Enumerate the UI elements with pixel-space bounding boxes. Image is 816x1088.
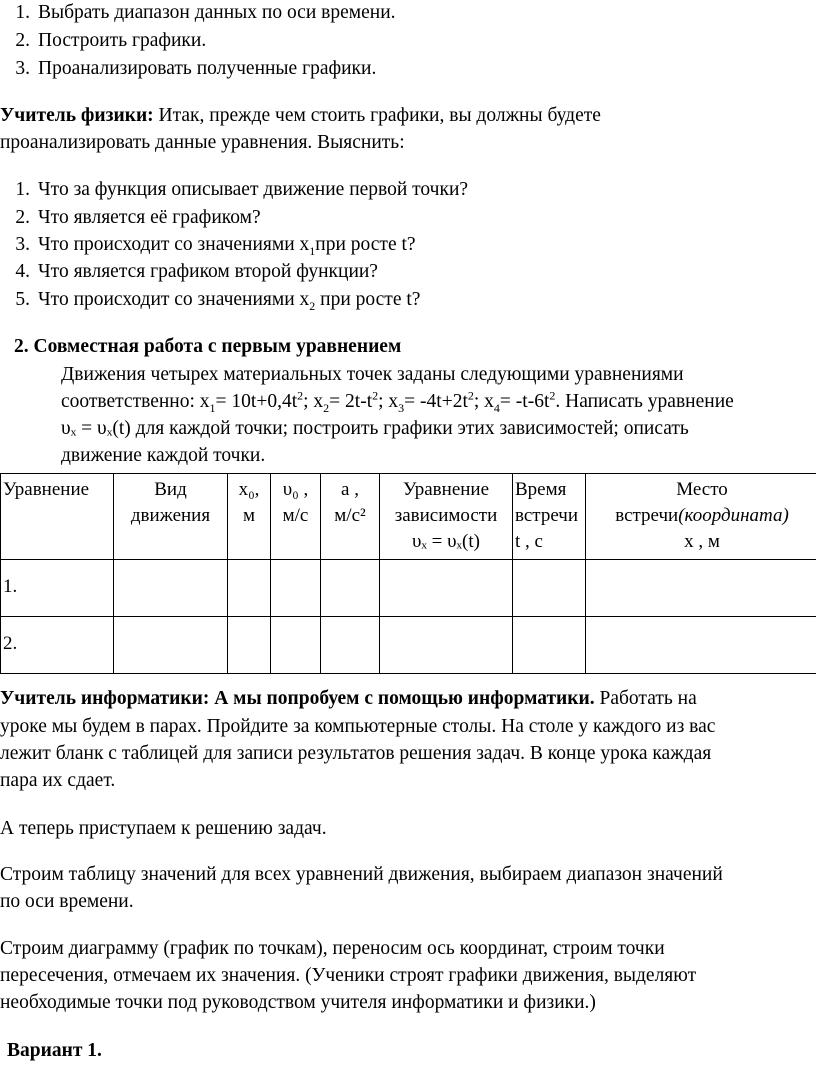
table-cell [114,560,228,617]
list-item: 4. Что является графиком второй функции? [15,261,378,282]
paragraph-line: проанализировать данные уравнения. Выяснить: [0,132,405,153]
paragraph-line: υₓ = υₓ(t) для каждой точки; построить графики этих зависимостей; описать [61,418,689,439]
header-equation: Уравнение [1,474,114,560]
list-item: 2. Что является её графиком? [15,207,261,228]
table-row [1,560,816,617]
table-cell [321,617,380,674]
paragraph-line: движение каждой точки. [61,445,266,466]
header-motion-type: Вид движения [114,474,228,560]
header-a: a , м/с² [321,474,380,560]
paragraph-line: пересечения, отмечаем их значения. (Ученики строят графики движения, выделяют [0,965,697,986]
section-heading: 2. Совместная работа с первым уравнением [14,336,402,357]
paragraph-line: лежит бланк с таблицей для записи результатов решения задач. В конце урока каждая [0,743,712,764]
header-x0: x₀, м [228,474,271,560]
list-item: 5. Что происходит со значениями $x_2$ при росте t? [15,289,421,313]
table-cell [380,617,513,674]
table-cell [271,617,321,674]
paragraph: А теперь приступаем к решению задач. [0,818,327,839]
table-header-row [1,474,816,560]
results-table [0,473,816,674]
table-cell [380,560,513,617]
list-item: 2. Построить графики. [15,30,207,51]
table-cell [586,617,816,674]
header-v0: υ₀ , м/с [271,474,321,560]
table-cell [513,617,586,674]
header-meeting-time: Время встречи t , с [513,474,586,560]
paragraph-line: пара их сдает. [0,770,116,791]
table-row [1,617,816,674]
table-cell [114,617,228,674]
list-item: 3. Проанализировать полученные графики. [15,58,377,79]
paragraph-line: по оси времени. [0,891,134,912]
table-cell [271,560,321,617]
header-velocity-equation: Уравнение зависимости υₓ = υₓ(t) [380,474,513,560]
row-number: 2. [1,617,114,674]
paragraph-line: Движения четырех материальных точек заданы следующими уравнениями [61,364,684,385]
table-cell [228,560,271,617]
paragraph: Учитель физики: Итак, прежде чем стоить графики, вы должны будете [0,105,601,126]
paragraph: Строим таблицу значений для всех уравнений движения, выбираем диапазон значений [0,864,723,885]
equations-line: соответственно: $x_1= 10t+0,4t^2$; $x_2= 2t-t^2$; $x_3= -4t+2t^2$; $x_4= -t-6t^2$. Написать уравнение [61,388,734,415]
paragraph: Учитель информатики: А мы попробуем с помощью информатики. Работать на [0,688,697,709]
table-cell [228,617,271,674]
table-cell [586,560,816,617]
paragraph-line: необходимые точки под руководством учителя информатики и физики.) [0,992,596,1013]
list-item: 1. Что за функция описывает движение первой точки? [15,179,469,200]
list-item: 3. Что происходит со значениями $x_1при$ росте t? [15,234,416,258]
header-meeting-place: Место встречи(координата) x , м [586,474,816,560]
row-number: 1. [1,560,114,617]
paragraph: Строим диаграмму (график по точкам), переносим ось координат, строим точки [0,938,665,959]
paragraph-line: уроке мы будем в парах. Пройдите за компьютерные столы. На столе у каждого из вас [0,716,716,737]
table-cell [321,560,380,617]
list-item: 1. Выбрать диапазон данных по оси времени. [15,2,396,23]
variant-heading: Вариант 1. [7,1040,102,1061]
table-cell [513,560,586,617]
